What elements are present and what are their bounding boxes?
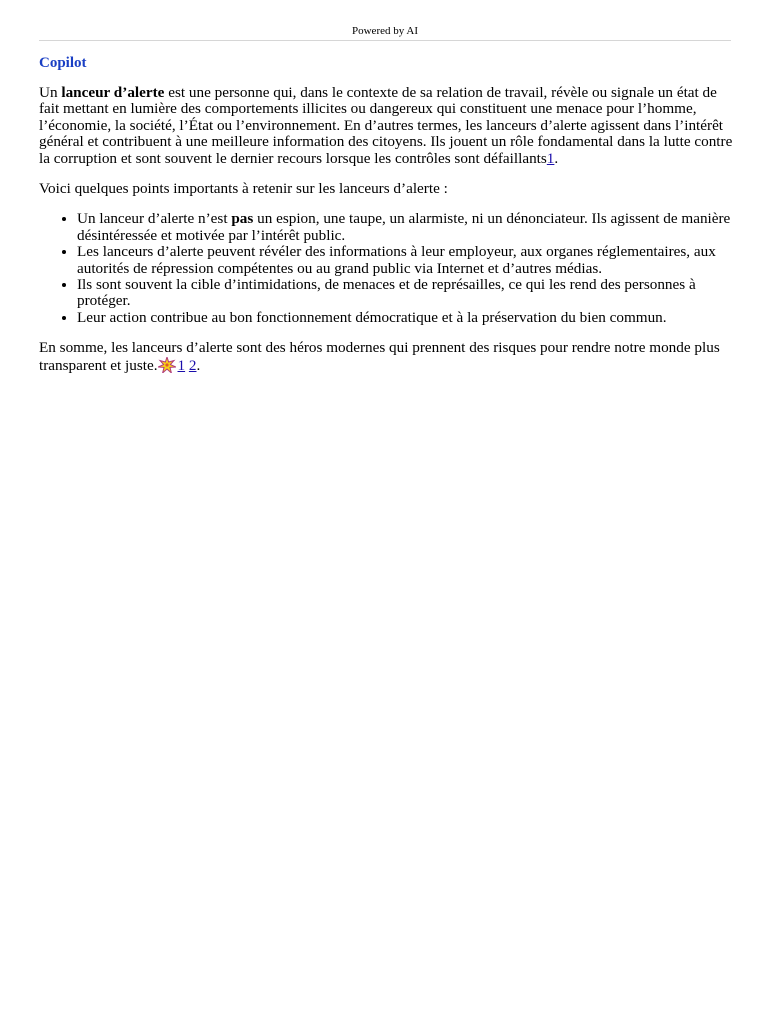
key-points-list — [39, 211, 733, 326]
powered-by-header — [39, 24, 731, 41]
intro-text-rest: est une personne qui, dans le contexte de sa relation de travail, révèle ou signale un état de fait mettant en lumière des comportements illicites ou dangereux qui constituent une menace pour l’homme, l’économie, la société, l’État ou l’environnement. En d’autres termes, les lanceurs d’alerte agissent dans l’intérêt général et contribuent à une meilleure information des citoyens. Ils jouent un rôle fondamental dans la lutte contre la corruption et sont souvent le dernier recours lorsque les contrôles sont défaillants — [39, 84, 733, 167]
list-item: • Leur action contribue au bon fonctionnement démocratique et à la préservation du bien commun. — [77, 310, 733, 326]
list-item: • Les lanceurs d’alerte peuvent révéler des informations à leur employeur, aux organes réglementaires, aux autorités de répression compétentes ou au grand public via Internet et d’autres médias. — [77, 244, 733, 277]
bullet-emphasis: pas — [231, 210, 254, 228]
sparkle-emoji-icon — [158, 357, 176, 373]
intro-paragraph — [39, 85, 733, 167]
citation-link-2[interactable]: 2 — [188, 356, 197, 374]
response-title: Copilot — [39, 55, 87, 71]
bullet-text-start: Un lanceur d’alerte n’est — [77, 210, 232, 228]
citation-link-1[interactable]: 1 — [177, 356, 186, 374]
copilot-response — [39, 54, 733, 388]
citation-link-1[interactable]: 1 — [546, 149, 555, 167]
intro-text-start: Un — [39, 84, 62, 101]
intro-term: lanceur d’alerte — [61, 84, 165, 101]
conclusion-paragraph — [39, 340, 733, 374]
conclusion-text: En somme, les lanceurs d’alerte sont des héros modernes qui prennent des risques pour rendre notre monde plus transparent et juste. — [39, 339, 720, 374]
list-item — [77, 211, 733, 244]
list-item: • Ils sont souvent la cible d’intimidations, de menaces et de représailles, ce qui les rend des personnes à protéger. — [77, 277, 733, 310]
lead-paragraph: Voici quelques points importants à retenir sur les lanceurs d’alerte : — [39, 180, 448, 198]
bullet-text-rest: un espion, une taupe, un alarmiste, ni un dénonciateur. Ils agissent de manière désintéressée et motivée par l’intérêt public. — [77, 210, 731, 244]
intro-end-punct: . — [554, 149, 559, 167]
powered-by-label: Powered by AI — [352, 25, 418, 37]
conclusion-end-punct: . — [196, 356, 201, 374]
